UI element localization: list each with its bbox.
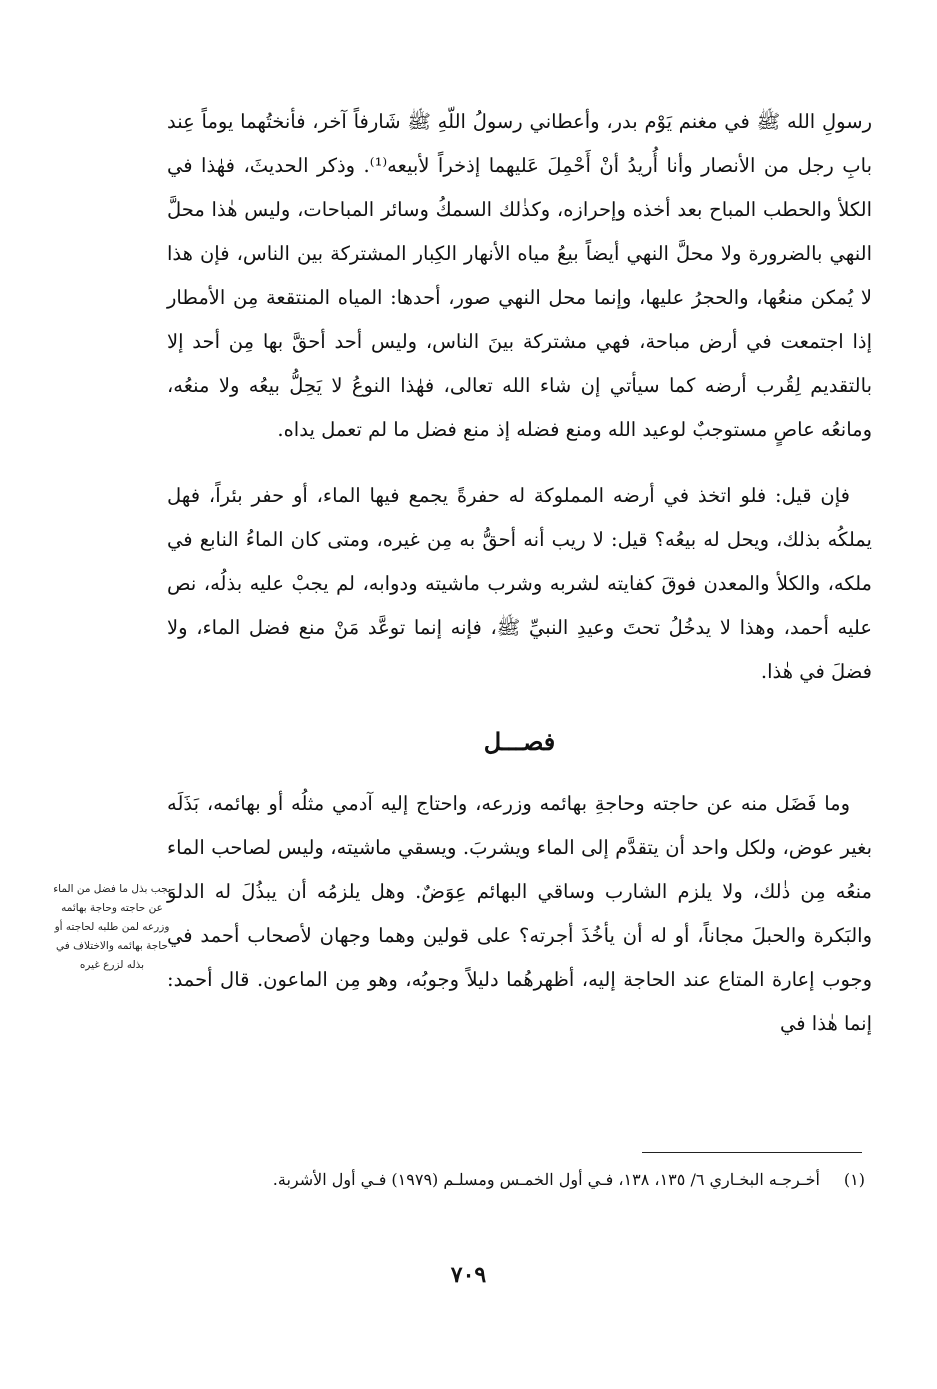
paragraph-1: رسولِ الله ﷺ في مغنم يَوْم بدر، وأعطاني رسولُ اللّهِ ﷺ شَارفاً آخر، فأنختُهما يوماً عِند بابِ رجل من الأنصار وأنا أُريدُ أنْ أَحْمِلَ عَليهما إذخراً لأبيعه⁽¹⁾. وذكر الحديثَ، فهٰذا في الكلأ والحطب المباح بعد أخذه وإحرازه، وكذٰلك السمكُ وسائر المباحات، وليس هٰذا محلَّ النهي بالضرورة ولا محلَّ النهي أيضاً بيعُ مياه الأنهار الكِبار المشتركة بين الناس، فإن هذا لا يُمكن منعُها، والحجرُ عليها، وإنما محل النهي صور، أحدها: المياه المنتقعة مِن الأمطار إذا اجتمعت في أرض مباحة، فهي مشتركة بينَ الناس، وليس أحد أحقَّ بها مِن أحد إلا بالتقديم لِقُرب أرضه كما سيأتي إن شاء الله تعالى، فهٰذا النوعُ لا يَحِلُّ بيعُه ولا منعُه، ومانعُه عاصٍ مستوجبٌ لوعيد الله ومنع فضله إذ منع فضل ما لم تعمل يداه.: [167, 110, 872, 441]
section-heading: فصـــل: [483, 727, 556, 756]
paragraph-gap: [167, 452, 872, 474]
footnote-number: (١): [843, 1170, 865, 1189]
margin-note: يجب بذل ما فضل من الماء عن حاجته وحاجة بهائمه وزرعه لمن طلبه لحاجته أو حاجة بهائمه والاختلاف في بذله لزرع غيره: [53, 883, 171, 971]
paragraph-2: فإن قيل: فلو اتخذ في أرضه المملوكة له حفرةً يجمع فيها الماء، أو حفر بئراً، فهل يملكُه بذلك، ويحل له بيعُه؟ قيل: لا ريب أنه أحقُّ به مِن غيره، ومتى كان الماءُ النابع في ملكه، والكلأ والمعدن فوقَ كفايته لشربه وشرب ماشيته ودوابه، لم يجبْ عليه بذلُه، نص عليه أحمد، وهذا لا يدخُلُ تحتَ وعيدِ النبيِّ ﷺ، فإنه إنما توعَّد مَنْ منع فضل الماء، ولا فضلَ في هٰذا.: [167, 484, 872, 683]
page-number: ٧٠٩: [450, 1262, 487, 1288]
footnotes: [165, 1165, 865, 1195]
footnote-text: أخـرجـه البخـاري ٦/ ١٣٥، ١٣٨، فـي أول الخمـس ومسلـم (١٩٧٩) فـي أول الأشربة.: [272, 1170, 820, 1189]
footnote-divider: [642, 1152, 862, 1153]
main-text: [167, 100, 872, 1046]
paragraph-3: وما فَضَل منه عن حاجته وحاجةِ بهائمه وزرعه، واحتاج إليه آدمي مثلُه أو بهائمه، بَذَلَه بغير عوض، ولكل واحد أن يتقدَّم إلى الماء ويشربَ. ويسقي ماشيته، وليس لصاحب الماء منعُه مِن ذٰلك، ولا يلزم الشارب وساقي البهائم عِوَضٌ. وهل يلزمُه أن يبذُلَ له الدلوَ والبَكرة والحبلَ مجاناً، أو له أن يأخُذَ أجرته؟ على قولين وهما وجهان لأصحاب أحمد في وجوب إعارة المتاع عند الحاجة إليه، أظهرهُما دليلاً وجوبُه، وهو مِن الماعون. قال أحمد: إنما هٰذا في: [167, 792, 872, 1035]
